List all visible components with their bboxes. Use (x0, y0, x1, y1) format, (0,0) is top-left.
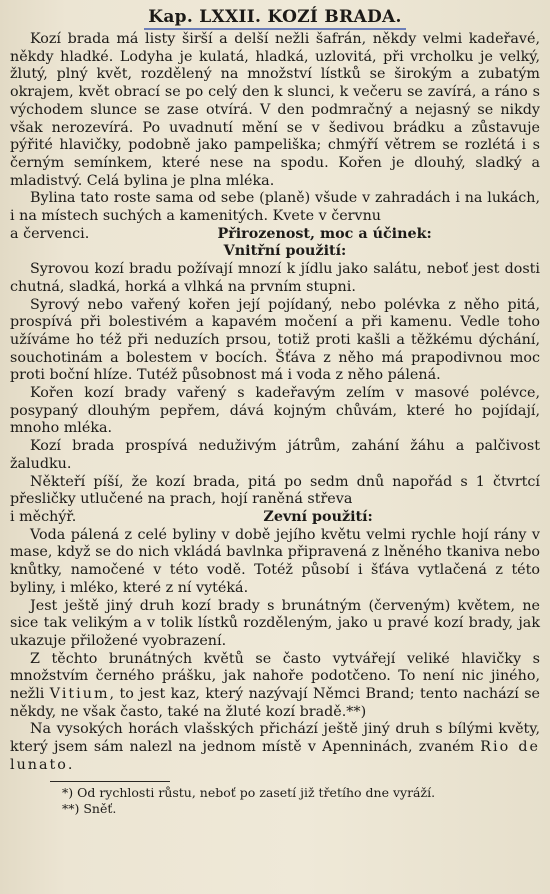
section-heading-nature: Přirozenost, moc a účinek: (217, 225, 432, 242)
paragraph-salad: Syrovou kozí bradu požívají mnozí k jídlu jako salátu, neboť jest dosti chutná, sladká, horká a vlhká na prvním stupni. (10, 261, 540, 295)
bladder-heading-row (10, 509, 540, 527)
vitium-word: Vitium (49, 686, 110, 703)
footnote-divider (50, 781, 170, 782)
vitium-text-b: , to jest kaz, který nazývají Němci Brand; tento nachází se někdy, ne však často, také na žluté kozí bradě.**) (10, 686, 540, 720)
paragraph-vitium (10, 651, 540, 722)
paragraph-wounds: Voda pálená z celé byliny v době jejího květu velmi rychle hojí rány v mase, když se do nich vkládá bavlnka připravená z lněného tkaniva nebo knůtky, namočené v této vodě. Totéž působí i šťáva vytlačená z této byliny, i mléko, které z ní vytéká. (10, 526, 540, 596)
footnote-smut: **) Sněť. (62, 800, 117, 816)
paragraph-habitat (10, 190, 540, 225)
section-heading-external: Zevní použití: (263, 508, 373, 525)
chapter-title-text: Kap. LXXII. KOZÍ BRADA. (144, 6, 405, 30)
habitat-heading-row (10, 226, 540, 244)
bladder-tail: i měchýř. (10, 508, 77, 525)
place-name: Rio de lunato (10, 739, 540, 773)
paragraph-red-variety: Jest ještě jiný druh kozí brady s brunátným (červeným) květem, ne sice tak velikým a v tolik lístků rozděleným, jako u pravé kozí brady, jak ukazuje přiložené vyobrazení. (10, 597, 540, 649)
white-text-b: . (67, 756, 73, 773)
footnote-growth: *) Od rychlosti růstu, neboť po zasetí již třetího dne vyráží. (62, 784, 436, 800)
paragraph-horsetail: Někteří píší, že kozí brada, pitá po sedm dnů napořád s 1 čtvrtcí přesličky utlučené na prach, hojí raněná střeva (10, 473, 540, 508)
paragraph-root: Syrový nebo vařený kořen její pojídaný, nebo polévka z něho pitá, prospívá při bolestivém a kapavém močení a při kamenu. Vedle toho užíváme ho též při neduzích prsou, totiž proti kašli a těžkému dýchání, souchotinám a bolestem v bocích. Šťáva z něho má prapodivnou moc proti boční hlíze. Tutéž působnost má i voda z něho pálená. (10, 296, 540, 384)
chapter-title (10, 6, 540, 30)
paragraph-liver: Kozí brada prospívá neduživým játrům, zahání žáhu a palčivost žaludku. (10, 438, 540, 472)
paragraph-white-variety (10, 721, 540, 774)
white-text-a: Na vysokých horách vlašských přichází ještě jiný druh s bílými květy, který jsem sám nalezl na jednom místě v Apenninách, zvaném (10, 721, 540, 756)
vitium-text-a: Z těchto brunátných květů se často vytvářejí veliké hlavičky s množstvím černého prášku, jak nahoře podotčeno. To není nic jiného, nežli (10, 650, 540, 703)
paragraph-description: Kozí brada má listy širší a delší nežli šafrán, někdy velmi kadeřavé, někdy hladké. Lodyha je kulatá, hladká, uzlovitá, při vrcholku je velký, žlutý, plný květ, rozdělený na množství lístků se širokým a zubatým okrajem, květ obrací se po celý den k slunci, k večeru se zavírá, a ráno s východem slunce se zase otvírá. V den podmračný a nejasný se nikdy však nerozevírá. Po uvadnutí mění se v šedivou brádku a zůstavuje pýřité hlavičky, podobně jako pampeliška; chmýří větrem se rozlétá i s černým semínkem, které nese na spodu. Kořen je dlouhý, sladký a mladistvý. Celá bylina je plna mléka. (10, 31, 540, 189)
section-heading-internal: Vnitřní použití: (223, 243, 347, 260)
habitat-text: Bylina tato roste sama od sebe (planě) všude v zahradách i na lukách, i na místech suchých a kamenitých. Kvete v červnu (10, 190, 540, 225)
habitat-tail: a červenci. (10, 225, 90, 242)
paragraph-milk: Kořen kozí brady vařený s kadeřavým zelím v masové polévce, posypaný dlouhým pepřem, dává kojným chůvám, které ho pojídají, mnoho mléka. (10, 385, 540, 437)
